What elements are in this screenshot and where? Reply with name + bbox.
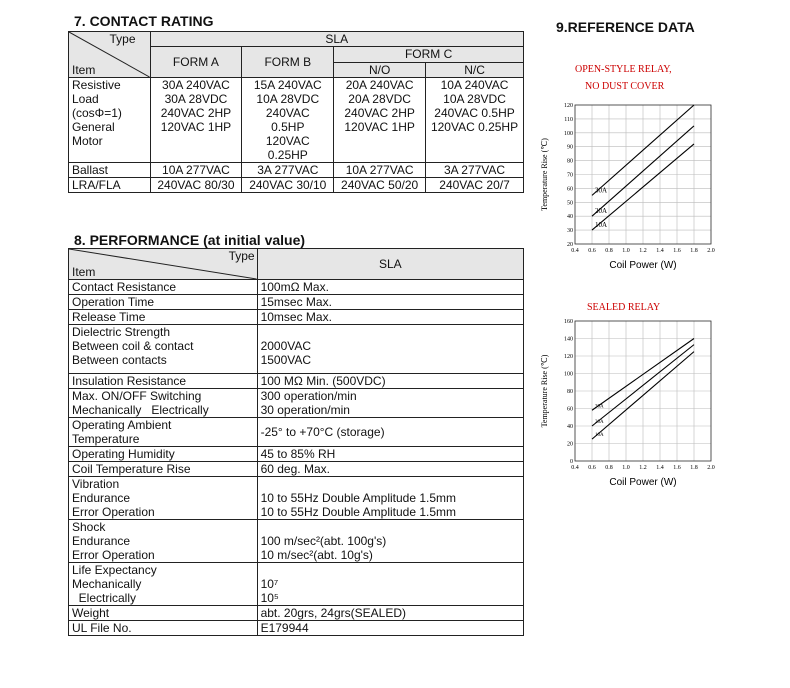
performance-row [69, 477, 524, 520]
form-b-header: FORM B [242, 47, 334, 78]
y-tick-label: 100 [564, 130, 573, 137]
series-label-30a: 30A [595, 404, 604, 410]
y-tick-label: 0 [570, 459, 573, 465]
performance-row [69, 418, 524, 447]
contact-cell-form-b: 240VAC 30/10 [242, 178, 334, 193]
performance-value: -25° to +70°C (storage) [257, 418, 523, 447]
performance-row [69, 563, 524, 606]
y-tick-label: 60 [567, 186, 573, 193]
contact-diagonal-header-cell [69, 32, 151, 78]
y-tick-label: 120 [564, 103, 573, 109]
performance-row [69, 374, 524, 389]
y-tick-label: 80 [567, 389, 573, 395]
x-tick-label: 1.0 [622, 465, 630, 471]
x-tick-label: 1.8 [690, 248, 698, 254]
performance-value: 10msec Max. [257, 310, 523, 325]
series-label-10a: 10A [595, 221, 608, 230]
performance-row [69, 462, 524, 477]
performance-row [69, 389, 524, 418]
contact-cell-form-b: 15A 240VAC 10A 28VDC 240VAC 0.5HP 120VAC 0.25HP [242, 78, 334, 163]
performance-label: UL File No. [69, 621, 258, 636]
contact-row-label: Ballast [69, 163, 151, 178]
performance-row [69, 280, 524, 295]
x-tick-label: 2.0 [707, 465, 715, 471]
y-axis-label: Temperature Rise (℃) [540, 354, 549, 428]
contact-row [69, 163, 524, 178]
performance-label: Insulation Resistance [69, 374, 258, 389]
contact-cell-form-c-nc: 240VAC 20/7 [426, 178, 524, 193]
contact-row-label: LRA/FLA [69, 178, 151, 193]
performance-value: 100 m/sec²(abt. 100g's) 10 m/sec²(abt. 10g's) [257, 520, 523, 563]
performance-row [69, 295, 524, 310]
performance-label: Contact Resistance [69, 280, 258, 295]
y-axis-label: Temperature Rise (℃) [540, 138, 549, 211]
x-axis-label: Coil Power (W) [609, 477, 677, 488]
performance-value: E179944 [257, 621, 523, 636]
x-tick-label: 1.4 [656, 248, 664, 254]
performance-heading: 8. PERFORMANCE (at initial value) [74, 232, 306, 248]
performance-row [69, 621, 524, 636]
performance-value: 2000VAC 1500VAC [257, 325, 523, 374]
contact-cell-form-c-no: 10A 277VAC [334, 163, 426, 178]
contact-cell-form-c-no: 240VAC 50/20 [334, 178, 426, 193]
x-tick-label: 1.2 [639, 465, 647, 471]
contact-row [69, 178, 524, 193]
x-tick-label: 1.8 [690, 465, 698, 471]
y-tick-label: 20 [567, 441, 573, 448]
performance-diagonal-header-cell [69, 249, 258, 280]
form-a-header: FORM A [150, 47, 242, 78]
performance-label: Vibration Endurance Error Operation [69, 477, 258, 520]
x-tick-label: 0.8 [605, 465, 613, 471]
contact-cell-form-b: 3A 277VAC [242, 163, 334, 178]
performance-label: Life Expectancy Mechanically Electrically [69, 563, 258, 606]
performance-value: 10⁷ 10⁵ [257, 563, 523, 606]
performance-item-label: Item [72, 265, 96, 279]
chart-title: OPEN-STYLE RELAY, [575, 64, 672, 75]
contact-cell-form-c-nc: 10A 240VAC 10A 28VDC 240VAC 0.5HP 120VAC 0.25HP [426, 78, 524, 163]
performance-row [69, 520, 524, 563]
y-tick-label: 120 [564, 354, 573, 360]
chart-title: SEALED RELAY [587, 302, 661, 313]
x-tick-label: 1.0 [622, 248, 630, 254]
performance-value: 10 to 55Hz Double Amplitude 1.5mm 10 to 55Hz Double Amplitude 1.5mm [257, 477, 523, 520]
performance-row [69, 325, 524, 374]
performance-label: Dielectric Strength Between coil & contact Between contacts [69, 325, 258, 374]
series-label-20a: 20A [595, 420, 604, 425]
x-axis-label: Coil Power (W) [609, 260, 677, 271]
y-tick-label: 40 [567, 424, 573, 430]
x-tick-label: 0.8 [605, 248, 613, 254]
performance-label: Release Time [69, 310, 258, 325]
x-tick-label: 0.4 [571, 248, 579, 254]
sealed-relay-chart [535, 295, 745, 495]
form-c-nc-header: N/C [426, 63, 524, 78]
performance-label: Max. ON/OFF Switching Mechanically Electrically [69, 389, 258, 418]
y-tick-label: 110 [564, 116, 573, 123]
performance-value: 100 MΩ Min. (500VDC) [257, 374, 523, 389]
x-tick-label: 0.4 [571, 465, 579, 471]
contact-row [69, 78, 524, 163]
contact-row-label: Resistive Load (cosΦ=1) General Motor [69, 78, 151, 163]
x-tick-label: 2.0 [707, 248, 715, 254]
contact-rating-table [68, 31, 524, 193]
y-tick-label: 70 [567, 172, 573, 179]
contact-cell-form-a: 240VAC 80/30 [150, 178, 242, 193]
x-tick-label: 1.6 [673, 465, 681, 471]
y-tick-label: 100 [564, 371, 573, 378]
y-tick-label: 50 [567, 200, 573, 207]
performance-row [69, 606, 524, 621]
chart-subtitle: NO DUST COVER [585, 81, 665, 92]
x-tick-label: 0.6 [588, 465, 596, 471]
form-c-header: FORM C [334, 47, 524, 63]
performance-value: 300 operation/min 30 operation/min [257, 389, 523, 418]
performance-label: Operating Ambient Temperature [69, 418, 258, 447]
performance-label: Shock Endurance Error Operation [69, 520, 258, 563]
performance-value: 100mΩ Max. [257, 280, 523, 295]
contact-item-label: Item [72, 63, 96, 77]
contact-type-label: Type [109, 32, 136, 46]
y-tick-label: 20 [567, 242, 573, 248]
performance-row [69, 447, 524, 462]
performance-type-label: Type [228, 249, 255, 263]
contact-rating-heading: 7. CONTACT RATING [74, 13, 214, 29]
form-c-no-header: N/O [334, 63, 426, 78]
contact-cell-form-a: 10A 277VAC [150, 163, 242, 178]
contact-cell-form-c-nc: 3A 277VAC [426, 163, 524, 178]
open-style-relay-chart [535, 60, 745, 280]
performance-label: Coil Temperature Rise [69, 462, 258, 477]
series-label-10a: 10A [595, 433, 604, 439]
y-tick-label: 30 [567, 228, 573, 235]
x-tick-label: 0.6 [588, 248, 596, 254]
performance-model-header: SLA [257, 249, 523, 280]
performance-label: Operation Time [69, 295, 258, 310]
y-tick-label: 40 [567, 214, 573, 221]
performance-value: 60 deg. Max. [257, 462, 523, 477]
y-tick-label: 80 [567, 158, 573, 165]
y-tick-label: 90 [567, 144, 573, 151]
x-tick-label: 1.2 [639, 248, 647, 254]
performance-value: 15msec Max. [257, 295, 523, 310]
x-tick-label: 1.4 [656, 465, 664, 471]
x-tick-label: 1.6 [673, 248, 681, 254]
performance-label: Weight [69, 606, 258, 621]
y-tick-label: 160 [564, 319, 573, 325]
performance-table [68, 248, 524, 636]
reference-heading: 9.REFERENCE DATA [556, 19, 695, 35]
y-tick-label: 60 [567, 406, 573, 413]
series-label-30a: 30A [595, 186, 608, 195]
contact-cell-form-c-no: 20A 240VAC 20A 28VDC 240VAC 2HP 120VAC 1HP [334, 78, 426, 163]
contact-model-header: SLA [150, 32, 523, 47]
series-label-20a: 20A [595, 207, 608, 216]
performance-value: abt. 20grs, 24grs(SEALED) [257, 606, 523, 621]
performance-label: Operating Humidity [69, 447, 258, 462]
performance-value: 45 to 85% RH [257, 447, 523, 462]
contact-cell-form-a: 30A 240VAC 30A 28VDC 240VAC 2HP 120VAC 1HP [150, 78, 242, 163]
performance-row [69, 310, 524, 325]
y-tick-label: 140 [564, 336, 573, 343]
